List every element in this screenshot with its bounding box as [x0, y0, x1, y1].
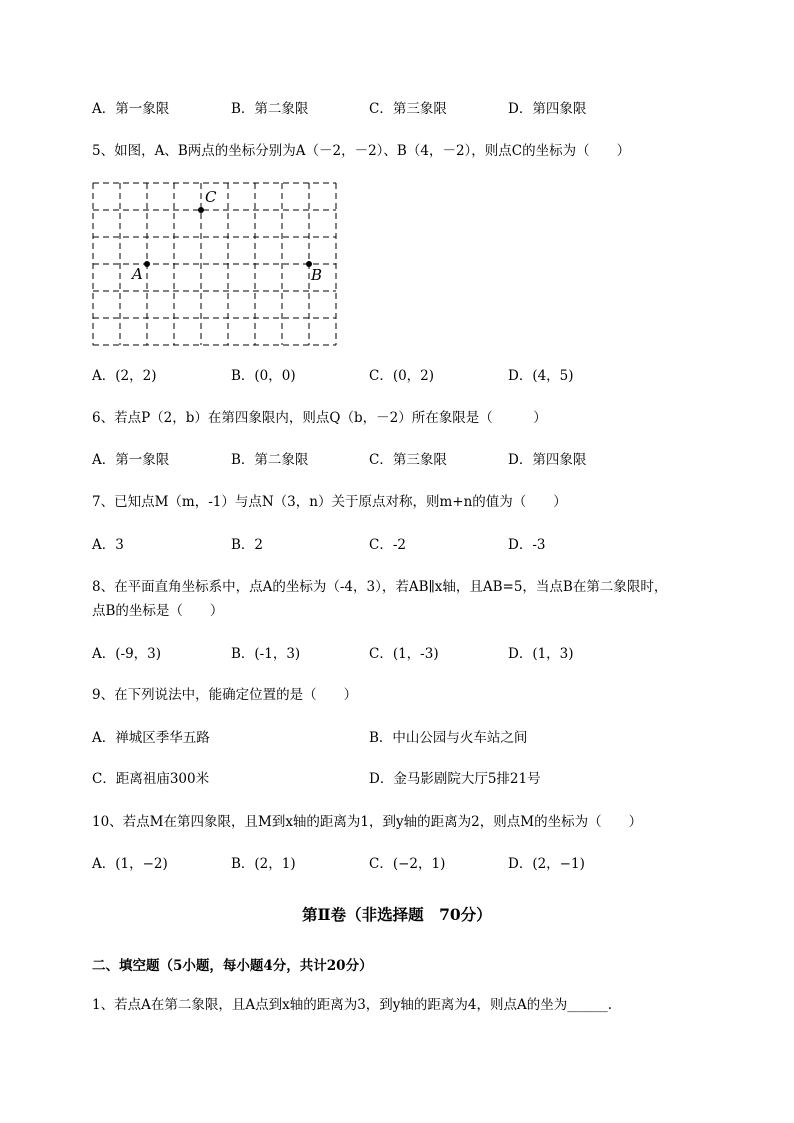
q5-option-a: A．(2，2) [92, 368, 157, 384]
q6-question: 6、若点P（2，b）在第四象限内，则点Q（b，－2）所在象限是（ ） [92, 410, 547, 426]
part2-title: 第Ⅱ卷（非选择题 70分） [302, 905, 492, 924]
q6-option-b: B．第二象限 [231, 452, 309, 468]
q4-option-c: C．第三象限 [369, 101, 447, 117]
q9-option-c: C．距离祖庙300米 [92, 771, 210, 787]
q5-option-c: C．(0，2) [369, 368, 435, 384]
q7-question: 7、已知点M（m，-1）与点N（3，n）关于原点对称，则m+n的值为（ ） [92, 494, 567, 510]
q10-option-a: A．(1，−2) [92, 856, 168, 872]
q7-option-d: D．-3 [508, 537, 546, 553]
q8-option-c: C．(1，-3) [369, 646, 439, 662]
q9-question: 9、在下列说法中，能确定位置的是（ ） [92, 687, 358, 703]
q5-option-d: D．(4，5) [508, 368, 574, 384]
q9-option-d: D．金马影剧院大厅5排21号 [369, 771, 541, 787]
q4-option-d: D．第四象限 [508, 101, 587, 117]
q10-option-b: B．(2，1) [231, 856, 296, 872]
q10-question: 10、若点M在第四象限，且M到x轴的距离为1，到y轴的距离为2，则点M的坐标为（ ） [92, 814, 643, 830]
q7-option-a: A．3 [92, 537, 124, 553]
grid-svg [92, 182, 338, 348]
point-a [144, 261, 150, 267]
q9-option-a: A．禅城区季华五路 [92, 730, 210, 746]
q6-option-d: D．第四象限 [508, 452, 587, 468]
q8-question-line1: 8、在平面直角坐标系中，点A的坐标为（-4，3），若AB∥x轴，且AB=5，当点B在第二象限时， [92, 579, 668, 595]
q8-option-d: D．(1，3) [508, 646, 574, 662]
point-c [198, 207, 204, 213]
label-a: A [132, 265, 143, 283]
label-b: B [311, 266, 323, 284]
label-c: C [205, 188, 217, 206]
q5-grid-figure [92, 182, 338, 348]
q8-option-b: B．(-1，3) [231, 646, 301, 662]
q4-option-b: B．第二象限 [231, 101, 309, 117]
q10-option-c: C．(−2，1) [369, 856, 446, 872]
q10-option-d: D．(2，−1) [508, 856, 585, 872]
grid-lines [93, 183, 336, 345]
q8-option-a: A．(-9，3) [92, 646, 162, 662]
q5-option-b: B．(0，0) [231, 368, 296, 384]
q5-question: 5、如图，A、B两点的坐标分别为A（－2，－2）、B（4，－2），则点C的坐标为（ ） [92, 143, 631, 159]
q7-option-c: C．-2 [369, 537, 406, 553]
q7-option-b: B．2 [231, 537, 264, 553]
section2-title: 二、填空题（5小题，每小题4分，共计20分） [92, 958, 373, 974]
q4-option-a: A．第一象限 [92, 101, 170, 117]
q9-option-b: B．中山公园与火车站之间 [369, 730, 528, 746]
q6-option-a: A．第一象限 [92, 452, 170, 468]
q8-question-line2: 点B的坐标是（ ） [92, 603, 224, 619]
fill1-question: 1、若点A在第二象限，且A点到x轴的距离为3，到y轴的距离为4，则点A的坐为______. [92, 997, 613, 1013]
q6-option-c: C．第三象限 [369, 452, 447, 468]
